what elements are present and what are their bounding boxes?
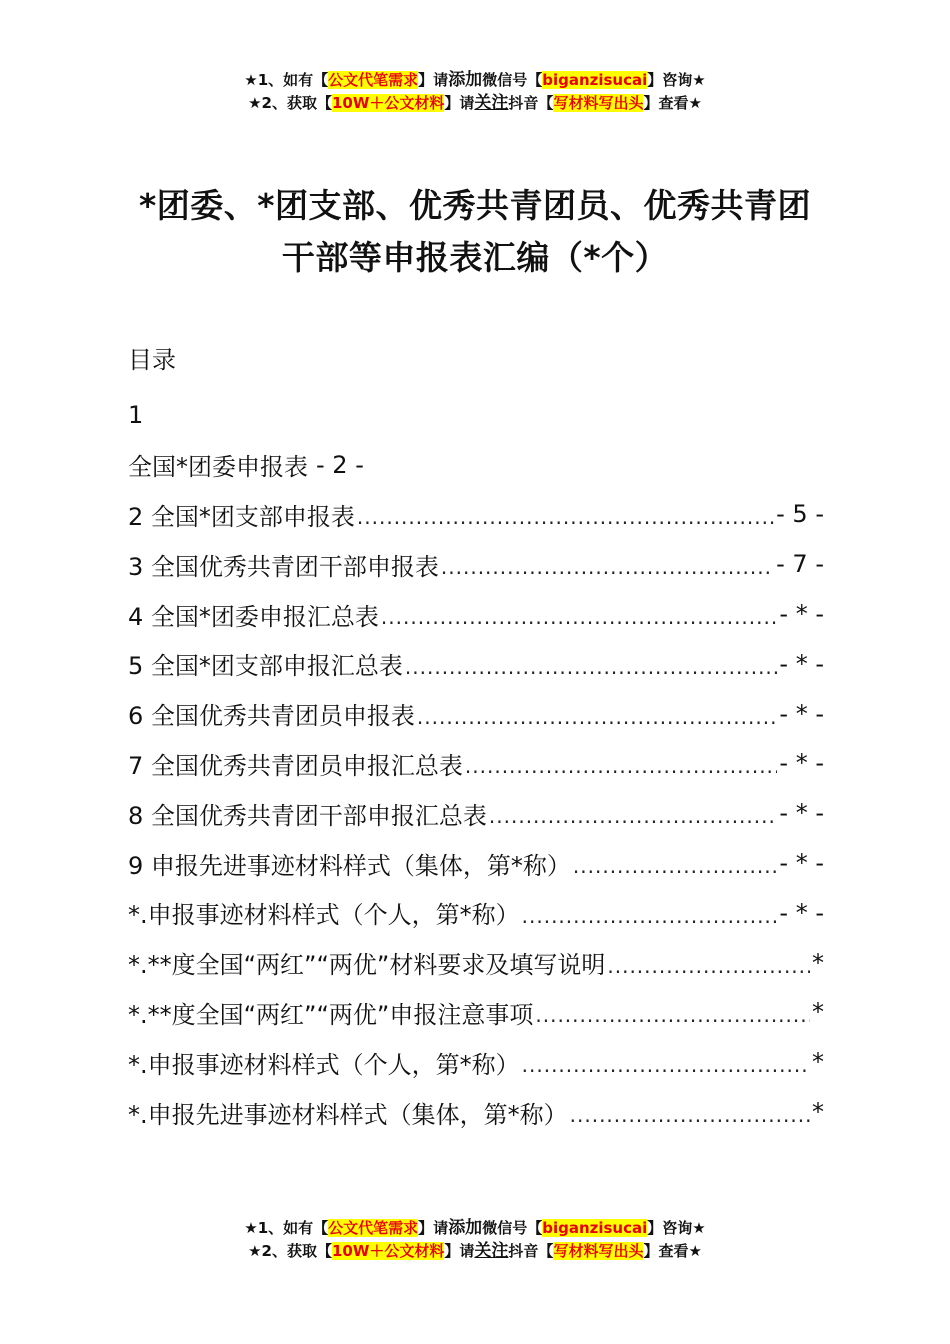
- toc-entry-page: - 7 -: [776, 550, 824, 579]
- toc-entry[interactable]: [128, 539, 824, 589]
- toc-entry-label: 1: [128, 400, 144, 429]
- title-line-2: 干部等申报表汇编（*个）: [281, 238, 669, 277]
- dot-leader: [522, 904, 778, 928]
- promo-line-2: ★2、获取【10W＋公文材料】请关注抖音【写材料写出头】查看★: [248, 1241, 702, 1261]
- toc-entry[interactable]: [128, 490, 824, 540]
- table-of-contents: [128, 390, 824, 1137]
- toc-heading: 目录: [128, 346, 176, 374]
- promo-line-1: ★1、如有【公文代笔需求】请添加微信号【biganzisucai】咨询★: [244, 70, 706, 90]
- dot-leader: [441, 555, 774, 579]
- toc-entry-page: - 5 -: [776, 500, 824, 529]
- toc-entry[interactable]: [128, 739, 824, 789]
- highlight-text: 公文代笔需求: [328, 1219, 419, 1237]
- title-line-1: *团委、*团支部、优秀共青团员、优秀共青团: [138, 186, 811, 225]
- toc-entry-page: - * -: [779, 849, 824, 878]
- dot-leader: [535, 1003, 810, 1027]
- toc-entry-page: *: [812, 998, 824, 1027]
- document-title: [110, 180, 840, 284]
- highlight-text: 公文代笔需求: [328, 71, 419, 89]
- dot-leader: [465, 754, 778, 778]
- douyin-account: 写材料写出头: [553, 1242, 644, 1260]
- dot-leader: [417, 705, 778, 729]
- toc-entry-label: 7 全国优秀共青团员申报汇总表: [128, 751, 463, 780]
- toc-entry-page: - 2 -: [316, 450, 364, 479]
- toc-entry-page: *: [812, 1048, 824, 1077]
- dot-leader: [357, 505, 774, 529]
- promo-banner-top: [0, 69, 950, 115]
- toc-entry[interactable]: [128, 938, 824, 988]
- toc-entry[interactable]: [128, 888, 824, 938]
- toc-entry[interactable]: [128, 838, 824, 888]
- douyin-account: 写材料写出头: [553, 94, 644, 112]
- toc-entry-label: *.**度全国“两红”“两优”材料要求及填写说明: [128, 951, 606, 980]
- highlight-text: 10W＋公文材料: [331, 1242, 445, 1260]
- dot-leader: [489, 804, 778, 828]
- toc-entry[interactable]: [128, 788, 824, 838]
- wechat-id: biganzisucai: [542, 71, 648, 89]
- toc-entry[interactable]: [128, 390, 824, 440]
- toc-entry-label: *.**度全国“两红”“两优”申报注意事项: [128, 1000, 534, 1029]
- toc-entry-label: *.申报事迹材料样式（个人，第*称）: [128, 901, 520, 930]
- toc-entry-label: *.申报事迹材料样式（个人，第*称）: [128, 1050, 520, 1079]
- toc-entry-label: 8 全国优秀共青团干部申报汇总表: [128, 801, 487, 830]
- toc-entry[interactable]: [128, 639, 824, 689]
- toc-entry-page: *: [812, 1098, 824, 1127]
- promo-line-1: ★1、如有【公文代笔需求】请添加微信号【biganzisucai】咨询★: [244, 1218, 706, 1238]
- dot-leader: [405, 655, 778, 679]
- toc-entry-label: 9 申报先进事迹材料样式（集体，第*称）: [128, 851, 571, 880]
- dot-leader: [570, 1103, 810, 1127]
- toc-entry[interactable]: [128, 440, 824, 490]
- toc-entry-label: 4 全国*团委申报汇总表: [128, 602, 379, 631]
- promo-line-2: ★2、获取【10W＋公文材料】请关注抖音【写材料写出头】查看★: [248, 93, 702, 113]
- highlight-text: 10W＋公文材料: [331, 94, 445, 112]
- toc-entry[interactable]: [128, 1037, 824, 1087]
- toc-entry-page: *: [812, 948, 824, 977]
- toc-entry-label: *.申报先进事迹材料样式（集体，第*称）: [128, 1100, 568, 1129]
- toc-entry[interactable]: [128, 689, 824, 739]
- dot-leader: [522, 1053, 810, 1077]
- toc-entry[interactable]: [128, 589, 824, 639]
- toc-entry[interactable]: [128, 988, 824, 1038]
- toc-entry-page: - * -: [779, 649, 824, 678]
- toc-entry-page: - * -: [779, 898, 824, 927]
- toc-entry-page: - * -: [779, 600, 824, 629]
- toc-entry-label: 6 全国优秀共青团员申报表: [128, 702, 415, 731]
- toc-entry-label: 全国*团委申报表: [128, 453, 308, 482]
- toc-entry-page: - * -: [779, 699, 824, 728]
- toc-entry-page: - * -: [779, 799, 824, 828]
- toc-entry-label: 2 全国*团支部申报表: [128, 502, 355, 531]
- toc-entry-label: 3 全国优秀共青团干部申报表: [128, 552, 439, 581]
- promo-banner-bottom: [0, 1217, 950, 1263]
- toc-entry-page: - * -: [779, 749, 824, 778]
- dot-leader: [381, 605, 778, 629]
- toc-entry[interactable]: [128, 1087, 824, 1137]
- toc-entry-label: 5 全国*团支部申报汇总表: [128, 652, 403, 681]
- dot-leader: [607, 954, 810, 978]
- wechat-id: biganzisucai: [542, 1219, 648, 1237]
- dot-leader: [573, 854, 778, 878]
